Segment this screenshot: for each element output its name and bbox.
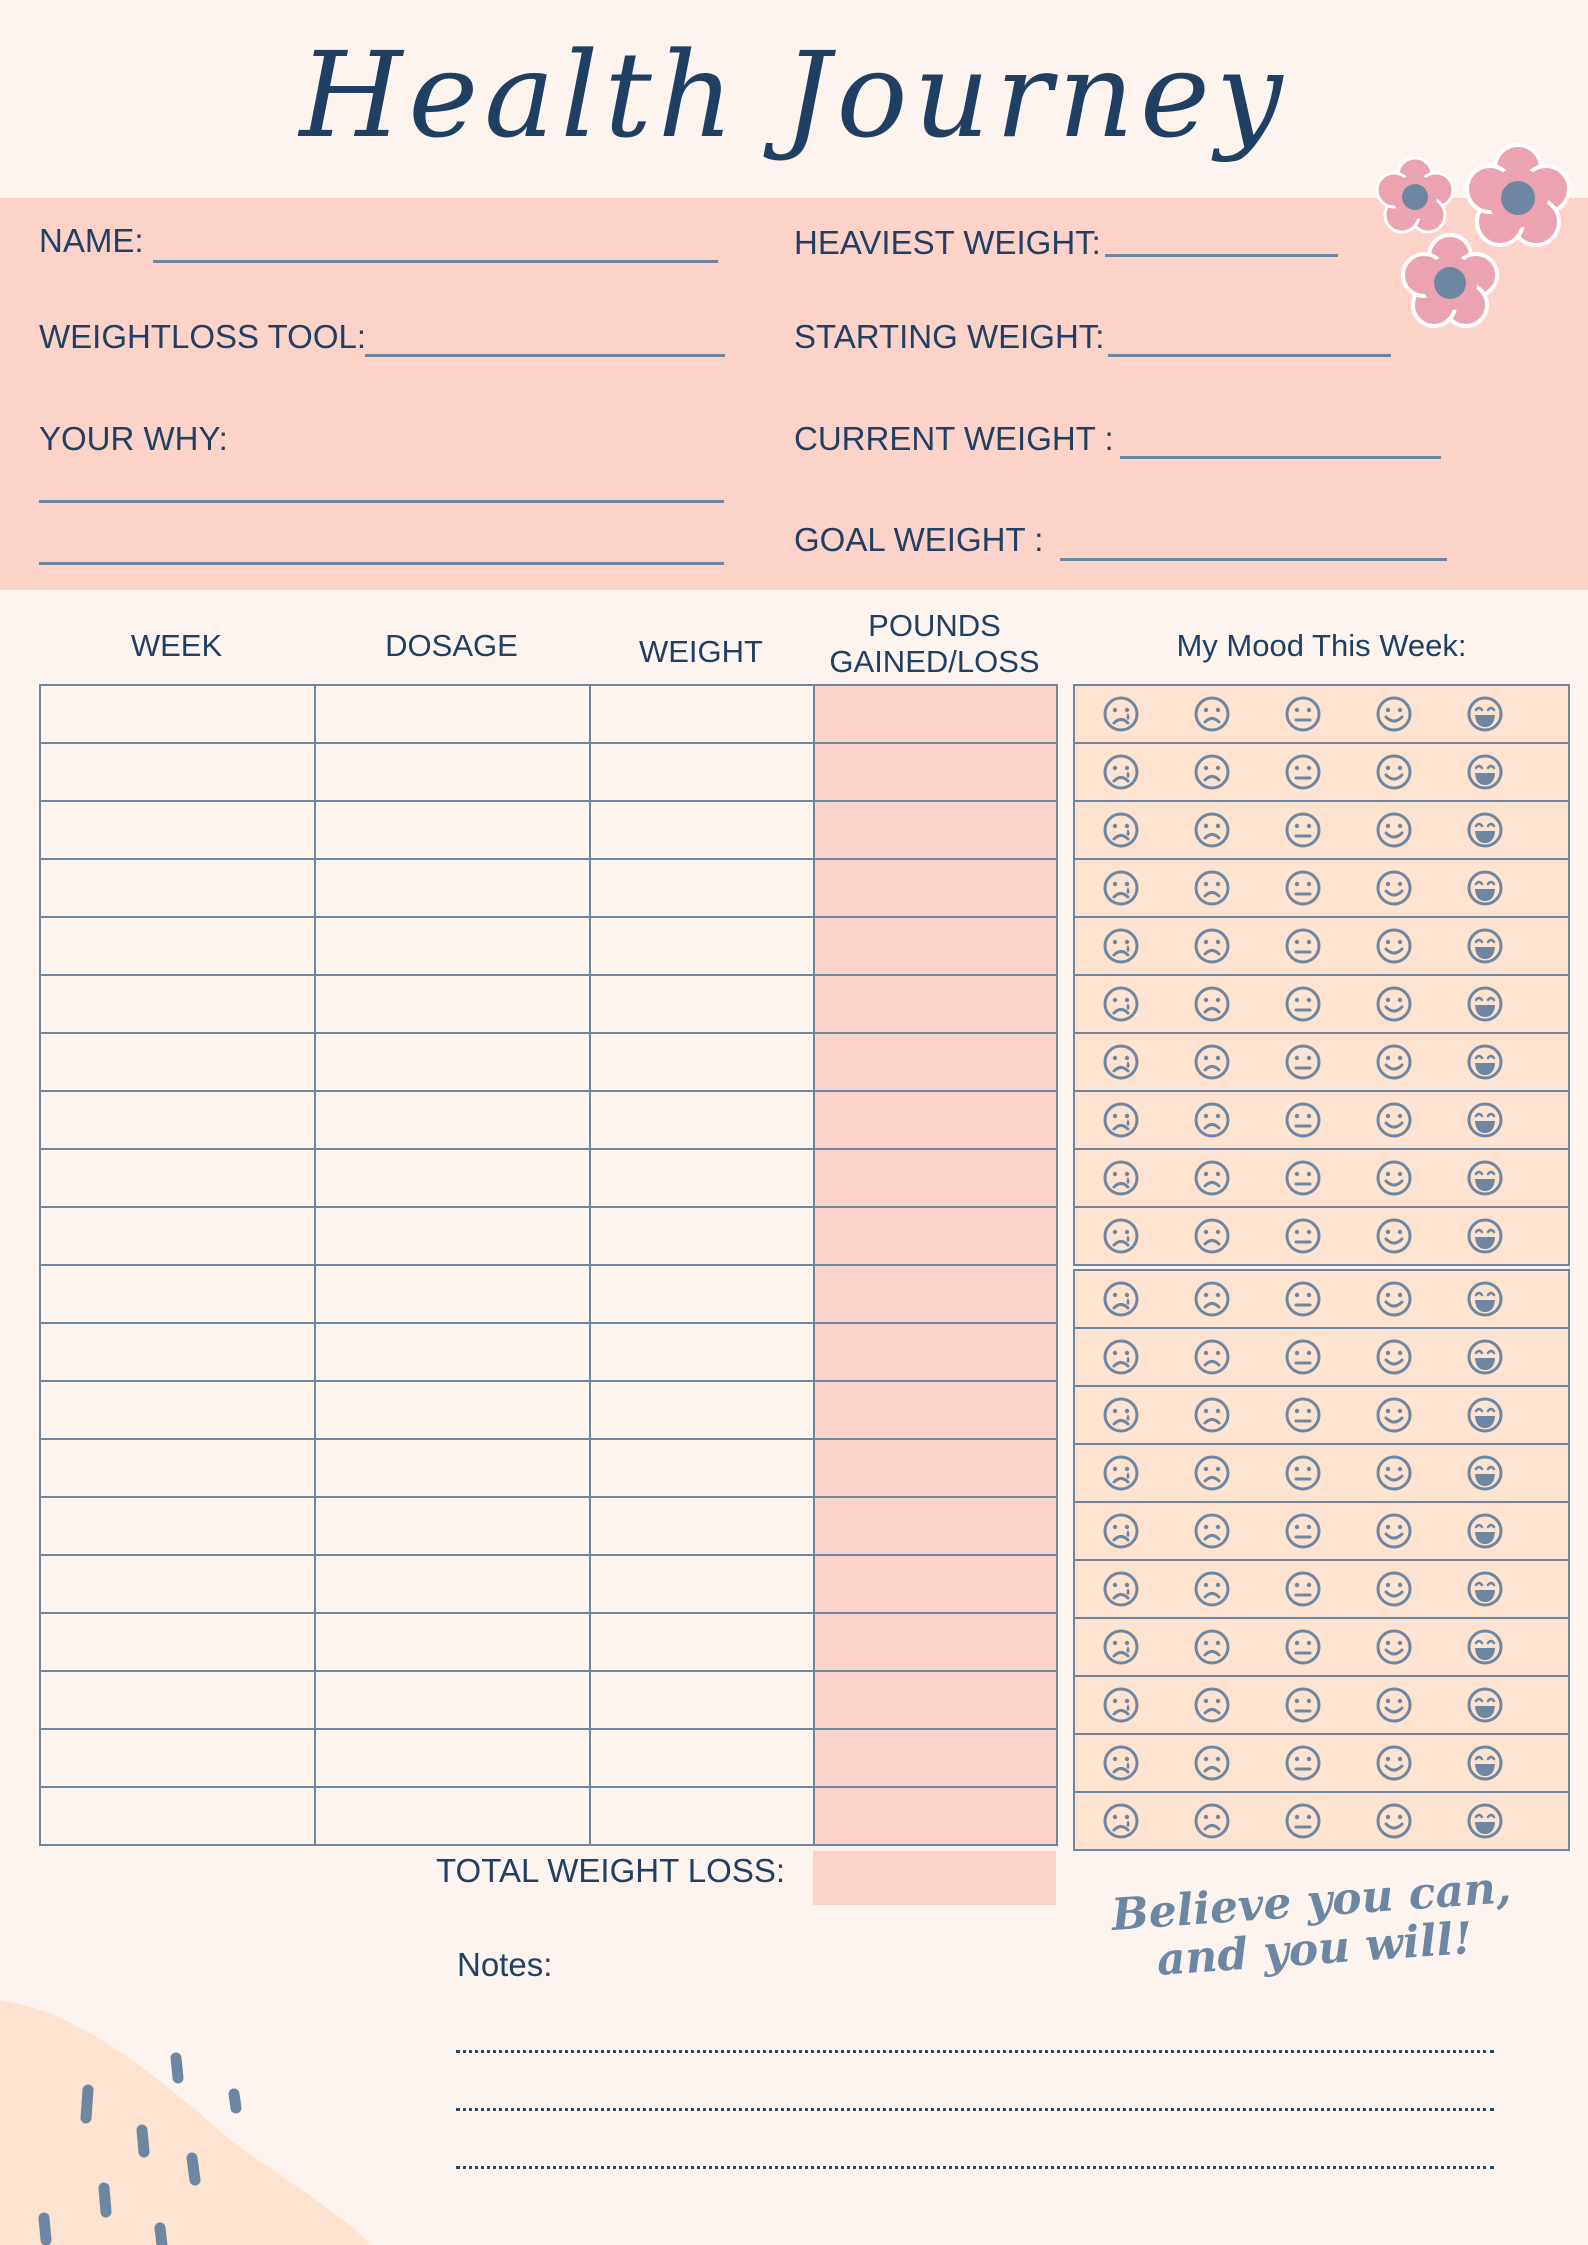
sad-face-icon[interactable] [1166, 1216, 1257, 1256]
neutral-face-icon[interactable] [1257, 1158, 1348, 1198]
dosage-cell[interactable] [315, 1671, 590, 1729]
table-row [40, 1787, 1057, 1845]
laughing-face-icon[interactable] [1439, 1569, 1530, 1609]
week-cell[interactable] [40, 1729, 315, 1787]
weight-cell[interactable] [590, 685, 814, 743]
neutral-face-icon[interactable] [1257, 1627, 1348, 1667]
weight-cell[interactable] [590, 1787, 814, 1845]
mood-row [1075, 1561, 1568, 1619]
neutral-face-icon[interactable] [1257, 1100, 1348, 1140]
mood-row [1075, 1034, 1568, 1092]
mood-row [1075, 1387, 1568, 1445]
your-why-field-2[interactable] [39, 562, 724, 565]
table-row [40, 1497, 1057, 1555]
neutral-face-icon[interactable] [1257, 1511, 1348, 1551]
pounds-cell[interactable] [814, 1091, 1057, 1149]
table-row [40, 1555, 1057, 1613]
laughing-face-icon[interactable] [1439, 1395, 1530, 1435]
mood-row [1075, 1503, 1568, 1561]
laughing-face-icon[interactable] [1439, 1216, 1530, 1256]
pounds-cell[interactable] [814, 743, 1057, 801]
sad-face-icon[interactable] [1166, 1453, 1257, 1493]
sad-face-icon[interactable] [1166, 1158, 1257, 1198]
sad-face-icon[interactable] [1166, 1511, 1257, 1551]
sad-face-icon[interactable] [1166, 752, 1257, 792]
crying-face-icon[interactable] [1075, 868, 1166, 908]
weight-cell[interactable] [590, 743, 814, 801]
smile-face-icon[interactable] [1348, 1158, 1439, 1198]
laughing-face-icon[interactable] [1439, 1511, 1530, 1551]
weight-log-table [39, 684, 1058, 1846]
neutral-face-icon[interactable] [1257, 694, 1348, 734]
neutral-face-icon[interactable] [1257, 810, 1348, 850]
crying-face-icon[interactable] [1075, 1216, 1166, 1256]
neutral-face-icon[interactable] [1257, 1042, 1348, 1082]
table-row [40, 1613, 1057, 1671]
notes-line-2[interactable] [456, 2108, 1494, 2111]
weight-cell[interactable] [590, 1091, 814, 1149]
crying-face-icon[interactable] [1075, 1100, 1166, 1140]
mood-row [1075, 1445, 1568, 1503]
notes-label: Notes: [457, 1946, 553, 1983]
mood-row [1075, 860, 1568, 918]
dosage-cell[interactable] [315, 1149, 590, 1207]
goal-weight-field[interactable] [1060, 558, 1447, 561]
table-row [40, 975, 1057, 1033]
dosage-cell[interactable] [315, 1033, 590, 1091]
pounds-cell[interactable] [814, 975, 1057, 1033]
smile-face-icon[interactable] [1348, 984, 1439, 1024]
motivational-quote: Believe you can, and you will! [1109, 1862, 1513, 1986]
mood-row [1075, 1329, 1568, 1387]
weight-cell[interactable] [590, 1381, 814, 1439]
sad-face-icon[interactable] [1166, 694, 1257, 734]
laughing-face-icon[interactable] [1439, 1158, 1530, 1198]
sad-face-icon[interactable] [1166, 1395, 1257, 1435]
week-cell[interactable] [40, 1091, 315, 1149]
table-row [40, 1207, 1057, 1265]
neutral-face-icon[interactable] [1257, 1395, 1348, 1435]
neutral-face-icon[interactable] [1257, 1337, 1348, 1377]
sad-face-icon[interactable] [1166, 1100, 1257, 1140]
smile-face-icon[interactable] [1348, 1337, 1439, 1377]
crying-face-icon[interactable] [1075, 1569, 1166, 1609]
neutral-face-icon[interactable] [1257, 1685, 1348, 1725]
pounds-cell[interactable] [814, 1613, 1057, 1671]
dosage-cell[interactable] [315, 859, 590, 917]
pounds-gained-loss-header: POUNDS GAINED/LOSS [829, 608, 1040, 679]
mood-row [1075, 1150, 1568, 1208]
smile-face-icon[interactable] [1348, 752, 1439, 792]
crying-face-icon[interactable] [1075, 926, 1166, 966]
pounds-cell[interactable] [814, 801, 1057, 859]
decorative-blob [0, 1990, 380, 2245]
smile-face-icon[interactable] [1348, 1569, 1439, 1609]
mood-row [1075, 976, 1568, 1034]
week-cell[interactable] [40, 1613, 315, 1671]
dosage-cell[interactable] [315, 1729, 590, 1787]
table-row [40, 1381, 1057, 1439]
weightloss-tool-field[interactable] [365, 354, 725, 357]
smile-face-icon[interactable] [1348, 1100, 1439, 1140]
sad-face-icon[interactable] [1166, 1627, 1257, 1667]
smile-face-icon[interactable] [1348, 1511, 1439, 1551]
smile-face-icon[interactable] [1348, 810, 1439, 850]
weight-cell[interactable] [590, 1671, 814, 1729]
dosage-cell[interactable] [315, 1555, 590, 1613]
dosage-cell[interactable] [315, 1497, 590, 1555]
week-cell[interactable] [40, 685, 315, 743]
crying-face-icon[interactable] [1075, 1627, 1166, 1667]
dosage-cell[interactable] [315, 1265, 590, 1323]
week-cell[interactable] [40, 743, 315, 801]
your-why-field-1[interactable] [39, 500, 724, 503]
sad-face-icon[interactable] [1166, 1743, 1257, 1783]
dosage-cell[interactable] [315, 1439, 590, 1497]
laughing-face-icon[interactable] [1439, 1042, 1530, 1082]
heaviest-weight-label: HEAVIEST WEIGHT: [794, 224, 1101, 261]
crying-face-icon[interactable] [1075, 1685, 1166, 1725]
notes-line-1[interactable] [456, 2050, 1494, 2053]
smile-face-icon[interactable] [1348, 1279, 1439, 1319]
dosage-cell[interactable] [315, 1381, 590, 1439]
weight-cell[interactable] [590, 917, 814, 975]
laughing-face-icon[interactable] [1439, 1685, 1530, 1725]
mood-row [1075, 1619, 1568, 1677]
smile-face-icon[interactable] [1348, 868, 1439, 908]
sad-face-icon[interactable] [1166, 810, 1257, 850]
sad-face-icon[interactable] [1166, 1685, 1257, 1725]
total-weight-loss-label: TOTAL WEIGHT LOSS: [436, 1852, 786, 1889]
flower-icon [1395, 228, 1505, 338]
goal-weight-label: GOAL WEIGHT : [794, 521, 1044, 558]
weight-cell[interactable] [590, 859, 814, 917]
crying-face-icon[interactable] [1075, 1453, 1166, 1493]
crying-face-icon[interactable] [1075, 752, 1166, 792]
laughing-face-icon[interactable] [1439, 752, 1530, 792]
starting-weight-label: STARTING WEIGHT: [794, 318, 1105, 355]
laughing-face-icon[interactable] [1439, 868, 1530, 908]
mood-row [1075, 1208, 1568, 1264]
pounds-cell[interactable] [814, 1381, 1057, 1439]
week-cell[interactable] [40, 1497, 315, 1555]
crying-face-icon[interactable] [1075, 984, 1166, 1024]
smile-face-icon[interactable] [1348, 1801, 1439, 1841]
smile-face-icon[interactable] [1348, 926, 1439, 966]
laughing-face-icon[interactable] [1439, 1100, 1530, 1140]
smile-face-icon[interactable] [1348, 1042, 1439, 1082]
crying-face-icon[interactable] [1075, 1395, 1166, 1435]
page-title: Health Journey [299, 26, 1289, 164]
table-row [40, 1323, 1057, 1381]
laughing-face-icon[interactable] [1439, 1279, 1530, 1319]
pounds-cell[interactable] [814, 1555, 1057, 1613]
table-row [40, 1033, 1057, 1091]
weight-cell[interactable] [590, 1497, 814, 1555]
current-weight-label: CURRENT WEIGHT : [794, 420, 1114, 457]
dosage-cell[interactable] [315, 743, 590, 801]
table-row [40, 1671, 1057, 1729]
smile-face-icon[interactable] [1348, 1685, 1439, 1725]
laughing-face-icon[interactable] [1439, 1627, 1530, 1667]
pounds-cell[interactable] [814, 859, 1057, 917]
crying-face-icon[interactable] [1075, 1042, 1166, 1082]
pounds-cell[interactable] [814, 917, 1057, 975]
smile-face-icon[interactable] [1348, 1627, 1439, 1667]
laughing-face-icon[interactable] [1439, 810, 1530, 850]
week-cell[interactable] [40, 1671, 315, 1729]
table-row [40, 801, 1057, 859]
crying-face-icon[interactable] [1075, 1511, 1166, 1551]
table-row [40, 1439, 1057, 1497]
pounds-cell[interactable] [814, 1265, 1057, 1323]
weight-cell[interactable] [590, 1265, 814, 1323]
starting-weight-field[interactable] [1108, 354, 1391, 357]
mood-row [1075, 918, 1568, 976]
pounds-cell[interactable] [814, 1033, 1057, 1091]
week-cell[interactable] [40, 1555, 315, 1613]
sad-face-icon[interactable] [1166, 926, 1257, 966]
crying-face-icon[interactable] [1075, 1337, 1166, 1377]
table-row [40, 917, 1057, 975]
weight-cell[interactable] [590, 1555, 814, 1613]
neutral-face-icon[interactable] [1257, 984, 1348, 1024]
smile-face-icon[interactable] [1348, 1216, 1439, 1256]
crying-face-icon[interactable] [1075, 810, 1166, 850]
weight-cell[interactable] [590, 1439, 814, 1497]
mood-row [1075, 802, 1568, 860]
table-row [40, 1729, 1057, 1787]
current-weight-field[interactable] [1120, 456, 1441, 459]
weight-cell[interactable] [590, 1613, 814, 1671]
week-cell[interactable] [40, 1323, 315, 1381]
table-row [40, 1149, 1057, 1207]
weight-cell[interactable] [590, 1729, 814, 1787]
dosage-cell[interactable] [315, 1207, 590, 1265]
weight-cell[interactable] [590, 975, 814, 1033]
name-field[interactable] [153, 260, 718, 263]
pounds-cell[interactable] [814, 1497, 1057, 1555]
mood-row [1075, 1271, 1568, 1329]
dosage-cell[interactable] [315, 801, 590, 859]
sad-face-icon[interactable] [1166, 1569, 1257, 1609]
week-cell[interactable] [40, 917, 315, 975]
dosage-cell[interactable] [315, 1787, 590, 1845]
table-row [40, 1265, 1057, 1323]
pounds-cell[interactable] [814, 1787, 1057, 1845]
crying-face-icon[interactable] [1075, 1279, 1166, 1319]
smile-face-icon[interactable] [1348, 1395, 1439, 1435]
name-label: NAME: [39, 222, 144, 259]
neutral-face-icon[interactable] [1257, 868, 1348, 908]
week-cell[interactable] [40, 1033, 315, 1091]
weight-cell[interactable] [590, 1207, 814, 1265]
pounds-cell[interactable] [814, 1149, 1057, 1207]
weight-cell[interactable] [590, 1323, 814, 1381]
dosage-cell[interactable] [315, 975, 590, 1033]
laughing-face-icon[interactable] [1439, 1337, 1530, 1377]
neutral-face-icon[interactable] [1257, 1569, 1348, 1609]
mood-row [1075, 1735, 1568, 1793]
pounds-cell[interactable] [814, 685, 1057, 743]
mood-block-1 [1073, 684, 1570, 1266]
sad-face-icon[interactable] [1166, 984, 1257, 1024]
weight-cell[interactable] [590, 801, 814, 859]
smile-face-icon[interactable] [1348, 1743, 1439, 1783]
crying-face-icon[interactable] [1075, 694, 1166, 734]
sad-face-icon[interactable] [1166, 1042, 1257, 1082]
sad-face-icon[interactable] [1166, 1337, 1257, 1377]
sad-face-icon[interactable] [1166, 1801, 1257, 1841]
mood-block-2 [1073, 1269, 1570, 1851]
smile-face-icon[interactable] [1348, 1453, 1439, 1493]
neutral-face-icon[interactable] [1257, 1801, 1348, 1841]
your-why-label: YOUR WHY: [39, 420, 228, 457]
week-cell[interactable] [40, 975, 315, 1033]
total-weight-loss-field[interactable] [813, 1851, 1056, 1905]
dosage-cell[interactable] [315, 917, 590, 975]
week-cell[interactable] [40, 801, 315, 859]
week-cell[interactable] [40, 859, 315, 917]
pounds-cell[interactable] [814, 1729, 1057, 1787]
table-row [40, 743, 1057, 801]
laughing-face-icon[interactable] [1439, 1801, 1530, 1841]
mood-row [1075, 1092, 1568, 1150]
week-cell[interactable] [40, 1149, 315, 1207]
neutral-face-icon[interactable] [1257, 752, 1348, 792]
pounds-cell[interactable] [814, 1323, 1057, 1381]
neutral-face-icon[interactable] [1257, 1743, 1348, 1783]
pounds-cell[interactable] [814, 1207, 1057, 1265]
weight-header: WEIGHT [639, 634, 763, 669]
sad-face-icon[interactable] [1166, 868, 1257, 908]
notes-line-3[interactable] [456, 2166, 1494, 2169]
neutral-face-icon[interactable] [1257, 1453, 1348, 1493]
laughing-face-icon[interactable] [1439, 1453, 1530, 1493]
laughing-face-icon[interactable] [1439, 1743, 1530, 1783]
neutral-face-icon[interactable] [1257, 1216, 1348, 1256]
week-cell[interactable] [40, 1439, 315, 1497]
dosage-cell[interactable] [315, 1613, 590, 1671]
pounds-cell[interactable] [814, 1671, 1057, 1729]
table-row [40, 1091, 1057, 1149]
dosage-cell[interactable] [315, 1323, 590, 1381]
laughing-face-icon[interactable] [1439, 926, 1530, 966]
sad-face-icon[interactable] [1166, 1279, 1257, 1319]
table-row [40, 859, 1057, 917]
table-row [40, 685, 1057, 743]
mood-row [1075, 686, 1568, 744]
crying-face-icon[interactable] [1075, 1743, 1166, 1783]
weight-cell[interactable] [590, 1033, 814, 1091]
mood-header: My Mood This Week: [1176, 628, 1467, 663]
week-cell[interactable] [40, 1265, 315, 1323]
week-cell[interactable] [40, 1381, 315, 1439]
dosage-header: DOSAGE [385, 628, 518, 663]
neutral-face-icon[interactable] [1257, 926, 1348, 966]
weight-cell[interactable] [590, 1149, 814, 1207]
mood-row [1075, 1793, 1568, 1849]
smile-face-icon[interactable] [1348, 694, 1439, 734]
week-cell[interactable] [40, 1207, 315, 1265]
heaviest-weight-field[interactable] [1105, 254, 1338, 257]
mood-tracker [1073, 684, 1570, 1851]
pounds-cell[interactable] [814, 1439, 1057, 1497]
laughing-face-icon[interactable] [1439, 694, 1530, 734]
mood-row [1075, 1677, 1568, 1735]
week-cell[interactable] [40, 1787, 315, 1845]
dosage-cell[interactable] [315, 1091, 590, 1149]
crying-face-icon[interactable] [1075, 1158, 1166, 1198]
week-header: WEEK [130, 628, 223, 663]
neutral-face-icon[interactable] [1257, 1279, 1348, 1319]
crying-face-icon[interactable] [1075, 1801, 1166, 1841]
dosage-cell[interactable] [315, 685, 590, 743]
mood-row [1075, 744, 1568, 802]
weightloss-tool-label: WEIGHTLOSS TOOL: [39, 318, 367, 355]
laughing-face-icon[interactable] [1439, 984, 1530, 1024]
